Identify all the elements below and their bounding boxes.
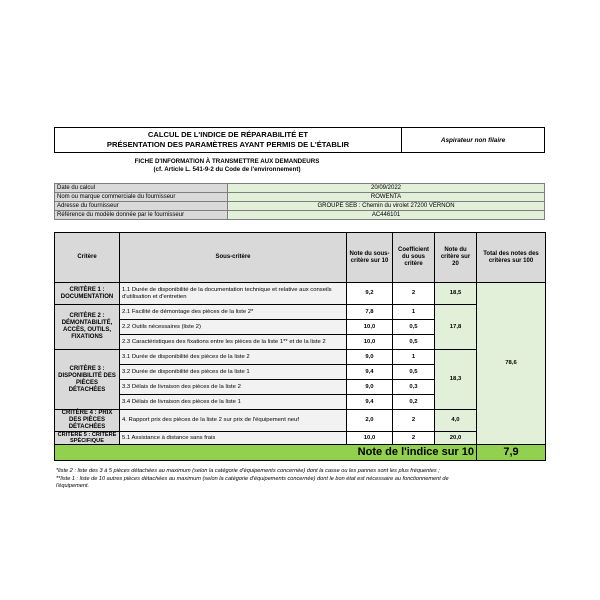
footnote-liste-2: *liste 2 : liste des 3 à 5 pièces détachées au maximum (selon la catégorie d'équipements concernée) dont la casse ou les pannes sont les plus fréquentes ; [56,468,440,474]
index-row [55,445,546,461]
subcriterion-note: 9,0 [347,350,393,365]
criterion-score: 4,0 [435,410,477,432]
col-total: Total des notes des critères sur 100 [477,233,546,283]
subcriterion-note: 2,0 [347,410,393,432]
subcriterion-coef: 0,5 [393,365,435,380]
info-value: GROUPE SEB : Chemin du virolet 27200 VERNON [228,202,545,211]
subcriterion-text: 1.1 Durée de disponibilité de la documentation technique et relative aux conseils d'utilisation et d'entretien [120,283,347,305]
col-coef: Coefficient du sous critère [393,233,435,283]
criterion-label: CRITÈRE 2 : DÉMONTABILITÉ, ACCÈS, OUTILS, FIXATIONS [55,305,120,350]
criterion-label: CRITÈRE 4 : PRIX DES PIÈCES DÉTACHÉES [55,410,120,432]
index-label: Note de l'indice sur 10 [55,445,477,461]
criterion-score: 18,5 [435,283,477,305]
col-sous-critere: Sous-critère [120,233,347,283]
col-note-critere: Note du critère sur 20 [435,233,477,283]
info-row [55,211,545,220]
document-title [55,128,401,152]
criterion-score: 17,8 [435,305,477,350]
table-row [55,283,546,305]
fiche-info [54,158,400,174]
subcriterion-text: 2.3 Caractéristiques des fixations entre les pièces de la liste 1** et de la liste 2 [120,335,347,350]
col-note-sous: Note du sous-critère sur 10 [347,233,393,283]
header-box [54,127,545,153]
title-line-2: PRÉSENTATION DES PARAMÈTRES AYANT PERMIS DE L'ÉTABLIR [106,140,350,149]
subcriterion-text: 3.2 Durée de disponibilité des pièces de la liste 1 [120,365,347,380]
info-label: Référence du modèle donnée par le fournisseur [55,211,228,220]
subcriterion-text: 3.3 Délais de livraison des pièces de la liste 2 [120,380,347,395]
subcriterion-note: 9,4 [347,395,393,410]
criterion-label: CRITÈRE 5 : CRITÈRE SPÉCIFIQUE [55,432,120,445]
subcriterion-text: 3.1 Durée de disponibilité des pièces de la liste 2 [120,350,347,365]
info-row [55,202,545,211]
subcriterion-note: 10,0 [347,432,393,445]
subcriterion-coef: 2 [393,410,435,432]
total-score: 78,6 [477,283,546,445]
subcriterion-coef: 0,5 [393,320,435,335]
subcriterion-coef: 2 [393,432,435,445]
subcriterion-coef: 0,5 [393,335,435,350]
subcriterion-text: 2.2 Outils nécessaires (liste 2) [120,320,347,335]
subcriterion-note: 10,0 [347,335,393,350]
subcriterion-note: 9,2 [347,283,393,305]
info-label: Date du calcul [55,184,228,193]
info-value: ROWENTA [228,193,545,202]
fiche-line-1: FICHE D'INFORMATION À TRANSMETTRE AUX DEMANDEURS [134,158,320,165]
subcriterion-text: 5.1 Assistance à distance sans frais [120,432,347,445]
criterion-label: CRITÈRE 3 : DISPONIBILITÉ DES PIÈCES DÉTACHÉES [55,350,120,410]
criterion-label: CRITÈRE 1 : DOCUMENTATION [55,283,120,305]
subcriterion-coef: 0,3 [393,380,435,395]
subcriterion-coef: 1 [393,305,435,320]
subcriterion-coef: 1 [393,350,435,365]
subcriterion-coef: 2 [393,283,435,305]
table-row [55,305,546,320]
col-critere: Critère [55,233,120,283]
footnote-liste-1-cont: l'équipement. [56,483,90,489]
subcriterion-text: 3.4 Délais de livraison des pièces de la liste 1 [120,395,347,410]
subcriterion-coef: 0,2 [393,395,435,410]
table-header-row [55,233,546,283]
info-row [55,193,545,202]
table-row [55,350,546,365]
table-row [55,410,546,432]
repairability-table [54,232,546,461]
info-value: AC446101 [228,211,545,220]
info-row [55,184,545,193]
criterion-score: 20,0 [435,432,477,445]
index-value: 7,9 [477,445,546,461]
subcriterion-text: 2.1 Facilité de démontage des pièces de la liste 2* [120,305,347,320]
footnote-liste-1: **liste 1 : liste de 10 autres pièces détachées au maximum (selon la catégorie d'équipements concernée) dont le bon état est nécessaire au fonctionnement de [56,475,449,482]
subcriterion-note: 9,4 [347,365,393,380]
subcriterion-text: 4. Rapport prix des pièces de la liste 2 sur prix de l'équipement neuf [120,410,347,432]
supplier-info-table [54,183,545,220]
subcriterion-note: 10,0 [347,320,393,335]
subcriterion-note: 9,0 [347,380,393,395]
info-value: 20/09/2022 [228,184,545,193]
title-line-1: CALCUL DE L'INDICE DE RÉPARABILITÉ ET [147,130,309,139]
criterion-score: 18,3 [435,350,477,410]
product-type: Aspirateur non filaire [401,128,544,152]
table-row [55,432,546,445]
info-label: Nom ou marque commerciale du fournisseur [55,193,228,202]
footnotes [56,468,548,491]
fiche-line-2: (cf. Article L. 541-9-2 du Code de l'environnement) [153,166,301,173]
info-label: Adresse du fournisseur [55,202,228,211]
subcriterion-note: 7,8 [347,305,393,320]
